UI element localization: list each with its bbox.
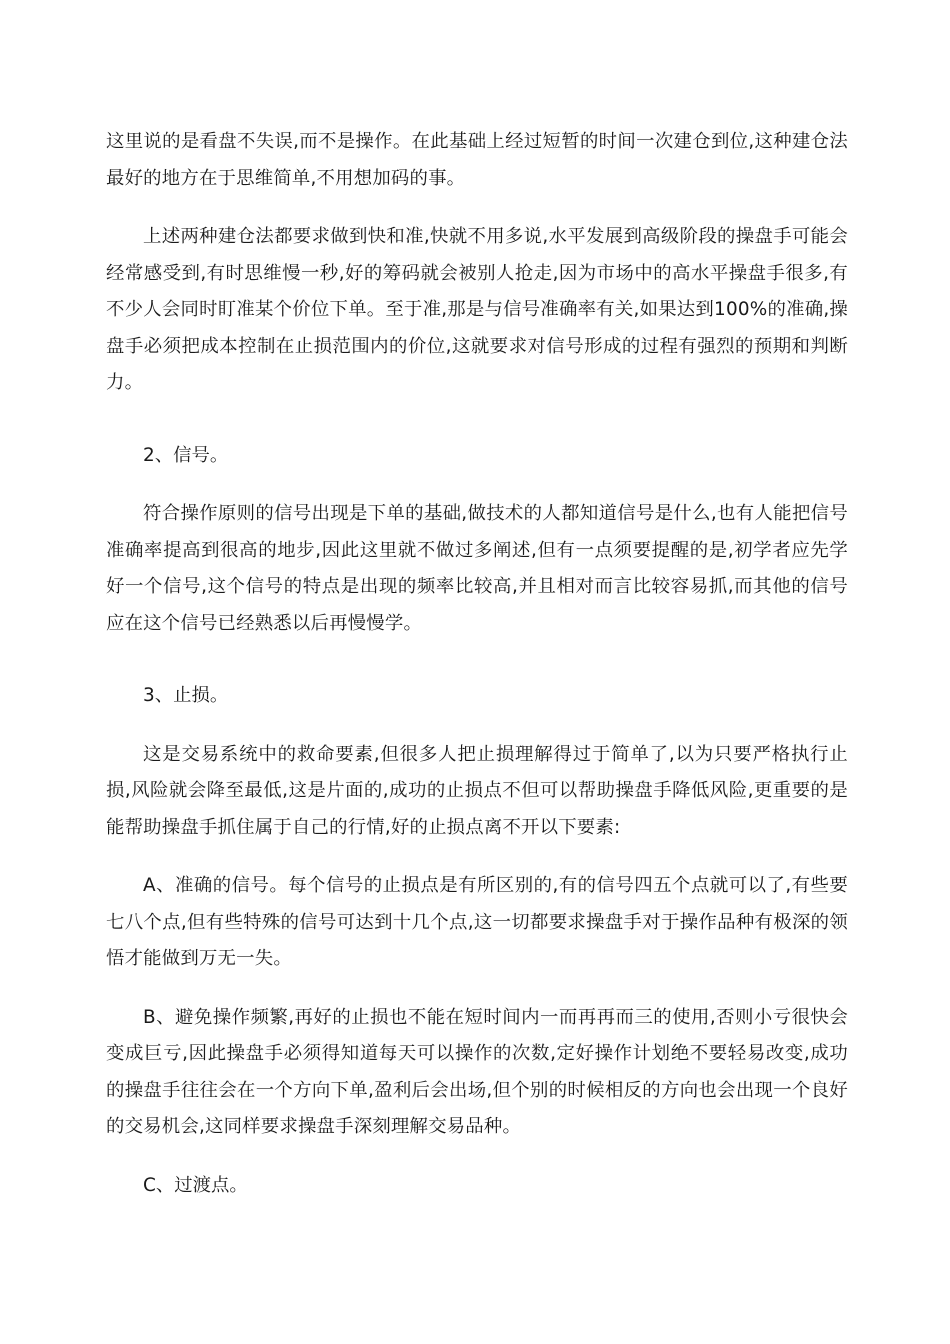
section-heading-signal: 2、信号。: [143, 444, 229, 466]
paragraph-2: 上述两种建仓法都要求做到快和准,快就不用多说,水平发展到高级阶段的操盘手可能会经常感受到,有时思维慢一秒,好的筹码就会被别人抢走,因为市场中的高水平操盘手很多,有不少人会同时盯准某个价位下单。至于准,那是与信号准确率有关,如果达到100%的准确,操盘手必须把成本控制在止损范围内的价位,这就要求对信号形成的过程有强烈的预期和判断力。: [106, 226, 848, 393]
section-heading-stop-loss: 3、止损。: [143, 685, 229, 706]
paragraph-6: B、避免操作频繁,再好的止损也不能在短时间内一而再再而三的使用,否则小亏很快会变成巨亏,因此操盘手必须得知道每天可以操作的次数,定好操作计划绝不要轻易改变,成功的操盘手往往会在一个方向下单,盈利后会出场,但个别的时候相反的方向也会出现一个良好的交易机会,这同样要求操盘手深刻理解交易品种。: [106, 1006, 848, 1137]
paragraph-1: 这里说的是看盘不失误,而不是操作。在此基础上经过短暂的时间一次建仓到位,这种建仓法最好的地方在于思维简单,不用想加码的事。: [106, 131, 848, 189]
section-heading-transition-point: C、过渡点。: [143, 1174, 248, 1196]
paragraph-5: A、准确的信号。每个信号的止损点是有所区别的,有的信号四五个点就可以了,有些要七八个点,但有些特殊的信号可达到十几个点,这一切都要求操盘手对于操作品种有极深的领悟才能做到万无一失。: [106, 875, 848, 969]
paragraph-4: 这是交易系统中的救命要素,但很多人把止损理解得过于简单了,以为只要严格执行止损,风险就会降至最低,这是片面的,成功的止损点不但可以帮助操盘手降低风险,更重要的是能帮助操盘手抓住属于自己的行情,好的止损点离不开以下要素:: [106, 743, 848, 838]
paragraph-3: 符合操作原则的信号出现是下单的基础,做技术的人都知道信号是什么,也有人能把信号准确率提高到很高的地步,因此这里就不做过多阐述,但有一点须要提醒的是,初学者应先学好一个信号,这个信号的特点是出现的频率比较高,并且相对而言比较容易抓,而其他的信号应在这个信号已经熟悉以后再慢慢学。: [106, 503, 848, 634]
document-page: [106, 124, 848, 1226]
